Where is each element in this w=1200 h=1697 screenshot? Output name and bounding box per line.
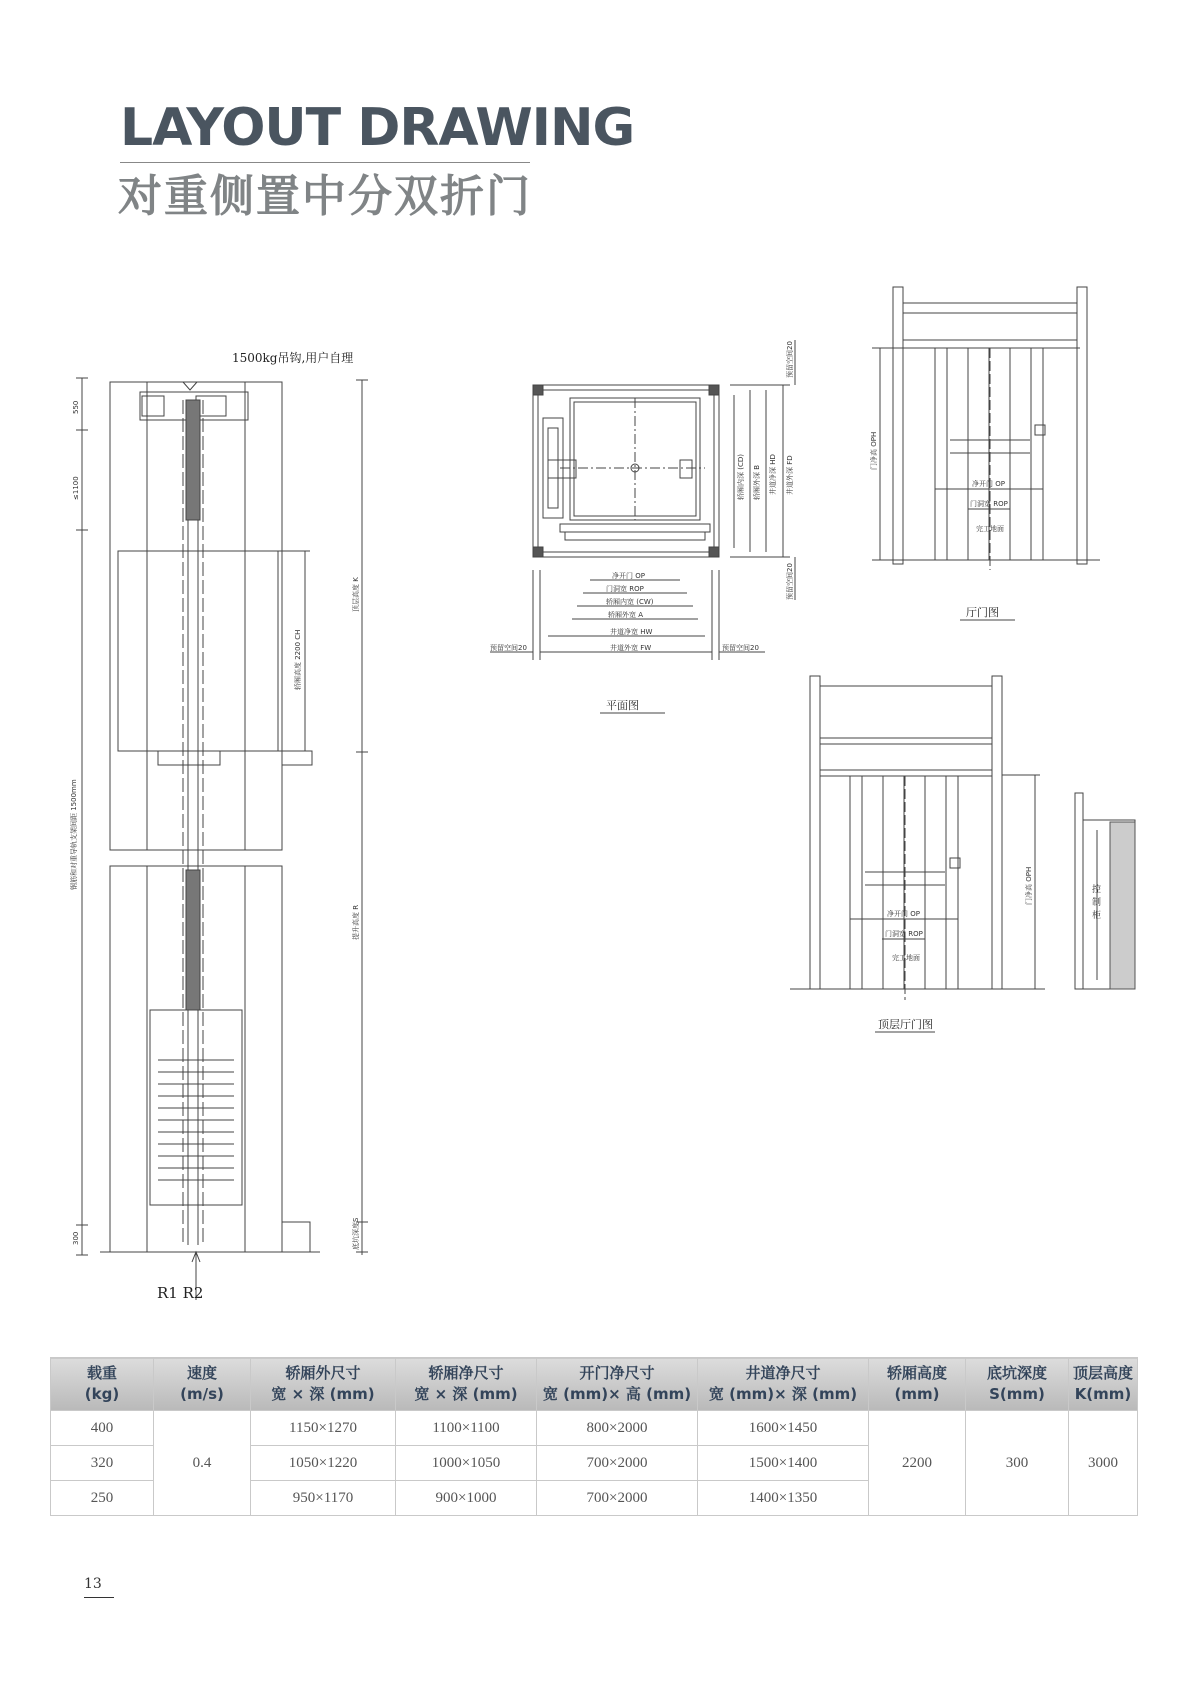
top-oph: 门净高 OPH (1025, 866, 1033, 905)
page-subtitle: 对重侧置中分双折门 (118, 171, 532, 222)
cell-car-inner: 1100×1100 (396, 1411, 537, 1446)
plan-dim-op: 净开门 OP (612, 572, 645, 580)
s-label: 底坑深度S (352, 1217, 360, 1250)
header-speed: 速度 (m/s) (154, 1358, 251, 1411)
top-op: 净开门 OP (887, 910, 920, 918)
cell-car-outer: 950×1170 (251, 1481, 396, 1516)
dim-300: 300 (72, 1231, 80, 1245)
header-load: 载重 (kg) (51, 1358, 154, 1411)
r-label: 提升高度 R (352, 904, 360, 940)
header-shaft: 井道净尺寸 宽 (mm)× 深 (mm) (698, 1358, 869, 1411)
cell-load: 250 (51, 1481, 154, 1516)
cabinet-label-2: 制 (1092, 898, 1102, 908)
page-number-underline (84, 1597, 114, 1598)
cell-door: 700×2000 (537, 1446, 698, 1481)
cabinet-label-1: 控 (1092, 885, 1102, 895)
page-title: LAYOUT DRAWING (120, 98, 635, 158)
spec-table (50, 1357, 1138, 1516)
plan-dim-cd: 轿厢内深 (CD) (737, 454, 745, 500)
header-door: 开门净尺寸 宽 (mm)× 高 (mm) (537, 1358, 698, 1411)
plan-dim-hw: 井道净宽 HW (610, 628, 653, 636)
dim-rail-spacing: 钢筋和对重导轨支架间距 1500mm (70, 779, 78, 890)
cell-speed: 0.4 (154, 1411, 251, 1516)
cell-shaft: 1500×1400 (698, 1446, 869, 1481)
plan-dim-gap-left: 预留空间20 (490, 644, 527, 652)
cell-car-height: 2200 (869, 1411, 966, 1516)
hall-oph: 门净高 OPH (870, 431, 878, 470)
section-view (76, 378, 368, 1300)
cell-shaft: 1600×1450 (698, 1411, 869, 1446)
cell-car-inner: 900×1000 (396, 1481, 537, 1516)
cabinet-label-3: 柜 (1092, 911, 1102, 921)
table-row (51, 1411, 1138, 1446)
hall-rop: 门洞宽 ROP (970, 500, 1008, 508)
plan-dim-fw: 井道外宽 FW (610, 644, 652, 652)
cell-pit-depth: 300 (966, 1411, 1069, 1516)
top-floor: 完工地面 (892, 954, 920, 962)
plan-caption: 平面图 (606, 699, 639, 712)
cell-top-height: 3000 (1069, 1411, 1138, 1516)
plan-dim-gap-right: 预留空间20 (722, 644, 759, 652)
plan-dim-rop: 门洞宽 ROP (606, 585, 644, 593)
plan-dim-gap-bottom: 预留空间20 (786, 563, 794, 600)
hall-door-view (872, 287, 1100, 620)
plan-dim-b: 轿厢外深 B (753, 464, 761, 500)
dim-550: 550 (72, 400, 80, 414)
hall-op: 净开门 OP (972, 480, 1005, 488)
header-pit-depth: 底坑深度 S(mm) (966, 1358, 1069, 1411)
plan-dim-gap-top: 预留空间20 (786, 341, 794, 378)
k-label: 顶层高度 K (352, 577, 360, 612)
cell-car-outer: 1050×1220 (251, 1446, 396, 1481)
header-car-height: 轿厢高度 (mm) (869, 1358, 966, 1411)
page-number: 13 (84, 1576, 102, 1592)
cell-car-inner: 1000×1050 (396, 1446, 537, 1481)
cell-door: 700×2000 (537, 1481, 698, 1516)
ch-label: 轿厢高度 2200 CH (294, 629, 302, 690)
cell-door: 800×2000 (537, 1411, 698, 1446)
cell-load: 320 (51, 1446, 154, 1481)
top-caption: 顶层厅门图 (878, 1018, 933, 1031)
header-top-height: 顶层高度 K(mm) (1069, 1358, 1138, 1411)
plan-dim-cw: 轿厢内宽 (CW) (606, 598, 654, 606)
top-rop: 门洞宽 ROP (885, 930, 923, 938)
hall-floor: 完工地面 (976, 525, 1004, 533)
header-car-outer: 轿厢外尺寸 宽 × 深 (mm) (251, 1358, 396, 1411)
table-header-row (51, 1358, 1138, 1411)
pulley-label: R1 R2 (157, 1284, 204, 1302)
dim-1100: ≤1100 (72, 476, 80, 500)
plan-view (490, 340, 795, 713)
header-car-inner: 轿厢净尺寸 宽 × 深 (mm) (396, 1358, 537, 1411)
cell-car-outer: 1150×1270 (251, 1411, 396, 1446)
hall-caption: 厅门图 (966, 606, 999, 619)
plan-dim-hd: 井道净深 HD (769, 454, 777, 495)
plan-dim-fd: 井道外深 FD (786, 455, 794, 495)
cell-load: 400 (51, 1411, 154, 1446)
top-hall-door-view (790, 676, 1135, 1032)
hook-label: 1500kg吊钩,用户自理 (232, 351, 354, 365)
cell-shaft: 1400×1350 (698, 1481, 869, 1516)
plan-dim-a: 轿厢外宽 A (608, 611, 644, 619)
